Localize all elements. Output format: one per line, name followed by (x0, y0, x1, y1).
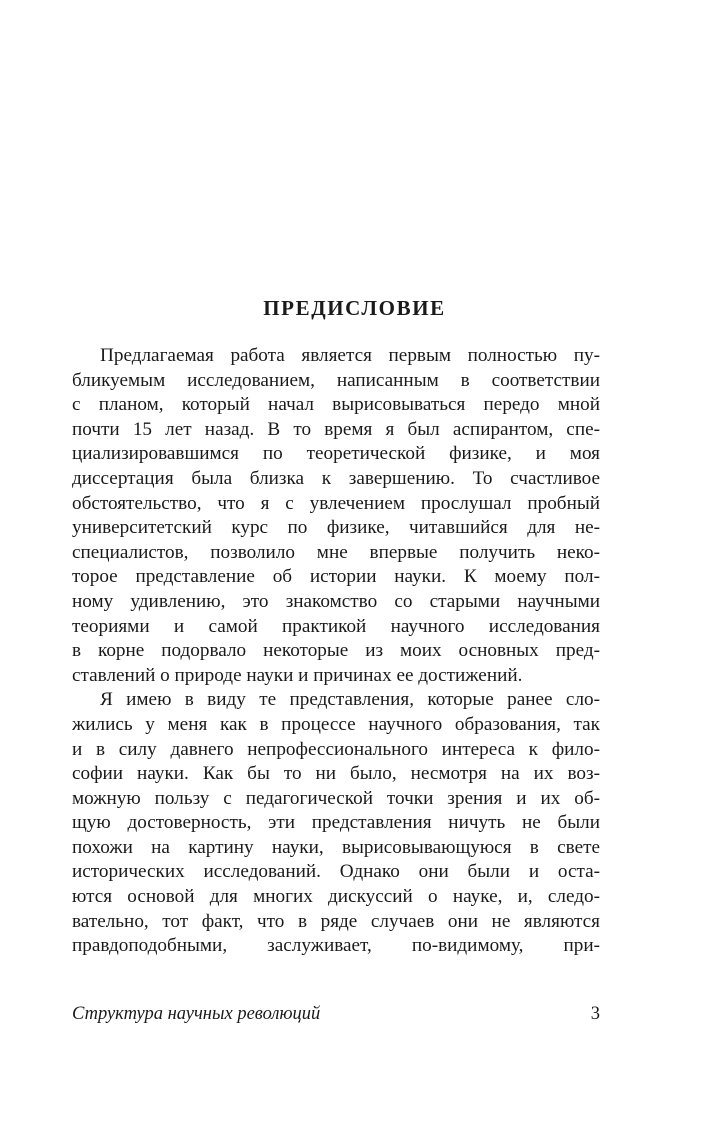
text-line: теориями и самой практикой научного исследования (72, 615, 600, 637)
text-line: можную пользу с педагогической точки зрения и их об- (72, 787, 600, 809)
text-line: и в силу давнего непрофессионального интереса к фило- (72, 738, 600, 760)
page-footer (72, 1004, 600, 1025)
text-line: бликуемым исследованием, написанным в соответствии (72, 369, 600, 391)
text-line: ному удивлению, это знакомство со старыми научными (72, 590, 600, 612)
page-number: 3 (590, 1004, 600, 1024)
text-line: ются основой для многих дискуссий о науке, и, следо- (72, 886, 600, 908)
text-line: похожи на картину науки, вырисовывающуюся в свете (72, 836, 600, 858)
paragraph-2 (72, 688, 600, 959)
paragraph-1 (72, 344, 600, 688)
text-line: вательно, тот факт, что в ряде случаев они не являются (72, 910, 600, 932)
text-line: Предлагаемая работа является первым полностью пу- (100, 345, 600, 366)
text-line: торое представление об истории науки. К моему пол- (72, 566, 600, 588)
chapter-heading: ПРЕДИСЛОВИЕ (263, 296, 446, 320)
text-line: ставлений о природе науки и причинах ее достижений. (72, 664, 523, 686)
text-line: в корне подорвало некоторые из моих основных пред- (72, 640, 600, 662)
text-line: жились у меня как в процессе научного образования, так (72, 713, 600, 735)
text-line: Я имею в виду те представления, которые ранее сло- (100, 689, 600, 711)
text-line: диссертация была близка к завершению. То счастливое (72, 467, 600, 489)
running-title: Структура научных революций (72, 1004, 321, 1024)
text-line: университетский курс по физике, читавшийся для не- (72, 517, 600, 539)
text-line: с планом, который начал вырисовываться передо мной (72, 394, 600, 416)
body-text (72, 344, 600, 959)
text-line: исторических исследований. Однако они были и оста- (72, 861, 600, 883)
text-line: щую достоверность, эти представления ничуть не были (72, 812, 600, 834)
text-line: почти 15 лет назад. В то время я был аспирантом, спе- (72, 418, 600, 440)
text-line: специалистов, позволило мне впервые получить неко- (72, 541, 600, 563)
text-line: циализировавшимся по теоретической физике, и моя (72, 443, 600, 465)
text-line: софии науки. Как бы то ни было, несмотря на их воз- (72, 763, 600, 785)
text-line: обстоятельство, что я с увлечением прослушал пробный (72, 492, 600, 514)
text-line: правдоподобными, заслуживает, по-видимому, при- (72, 935, 600, 957)
